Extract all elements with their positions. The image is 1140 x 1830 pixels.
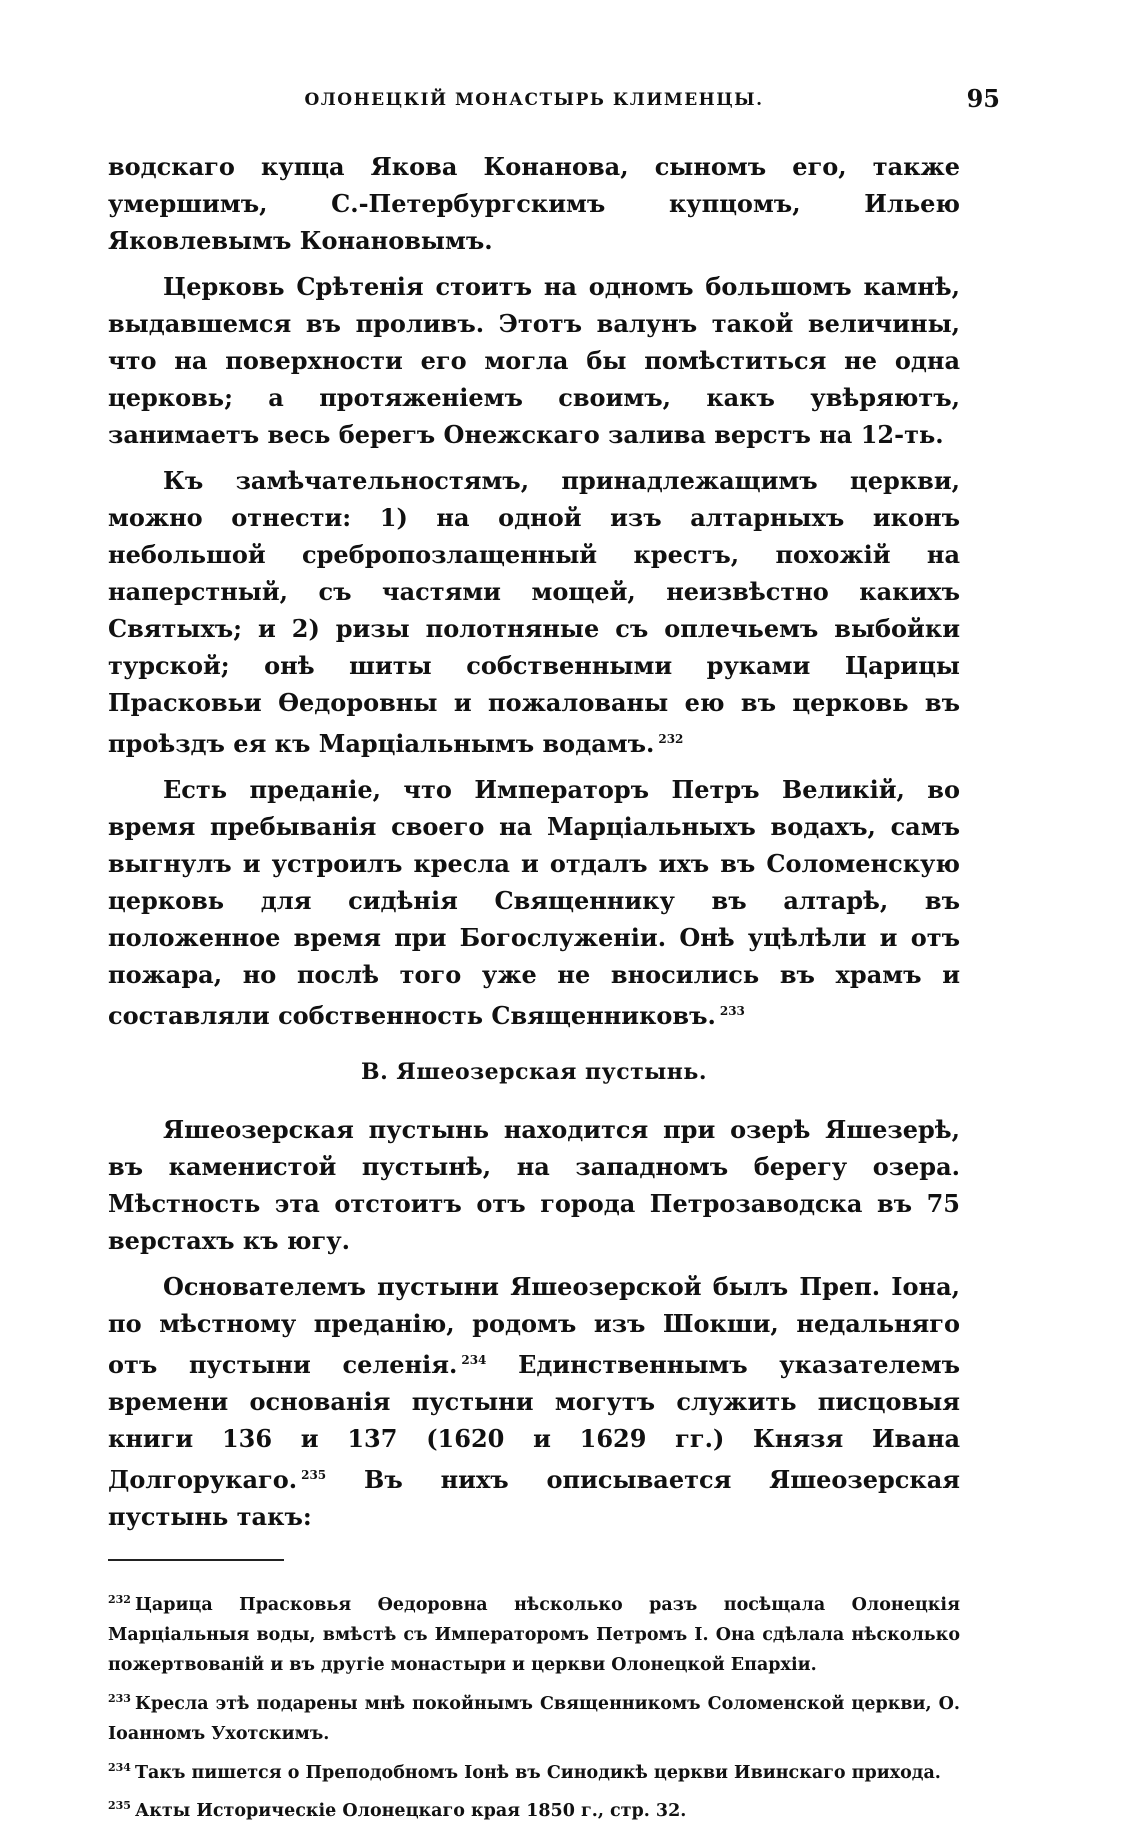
paragraph <box>108 1111 960 1259</box>
paragraph-text: водскаго купца Якова Конанова, сыномъ его, также умершимъ, С.-Петербургскимъ купцомъ, Ильею Яковлевымъ Конановымъ. <box>108 152 960 255</box>
footnote <box>108 1753 960 1788</box>
footnote-ref: 232 <box>658 732 684 746</box>
footnote-ref: 234 <box>461 1353 487 1367</box>
paragraph <box>108 462 960 762</box>
footnote <box>108 1585 960 1680</box>
footnote-ref: 233 <box>719 1004 745 1018</box>
footnote-number: 232 <box>108 1593 131 1606</box>
paragraph-text: Церковь Срѣтенія стоитъ на одномъ большомъ камнѣ, выдавшемся въ проливъ. Этотъ валунъ такой величины, что на поверхности его могла бы помѣститься не одна церковь; а протяженіемъ своимъ, какъ увѣряютъ, занимаетъ весь берегъ Онежскаго залива верстъ на 12-ть. <box>108 272 960 449</box>
footnote-rule <box>108 1559 284 1561</box>
footnote-text: Акты Историческіе Олонецкаго края 1850 г., стр. 32. <box>134 1801 687 1822</box>
paragraph <box>108 771 960 1034</box>
paragraph-text: Въ нихъ описывается Яшеозерская пустынь такъ: <box>108 1465 960 1531</box>
footnote-text: Царица Прасковья Ѳедоровна нѣсколько разъ посѣщала Олонецкія Марціальныя воды, вмѣстѣ съ Императоромъ Петромъ I. Она сдѣлала нѣсколько пожертвованій и въ другіе монастыри и церкви Олонецкой Епархіи. <box>108 1594 960 1675</box>
paragraph-text: Единственнымъ указателемъ времени основанія пустыни могутъ служить писцовыя книги 136 и 137 (1620 и 1629 гг.) Князя Ивана Долгорукаго. <box>108 1350 961 1494</box>
footnote-number: 235 <box>108 1799 131 1813</box>
paragraph-text: Есть преданіе, что Императоръ Петръ Великій, во время пребыванія своего на Марціальныхъ водахъ, самъ выгнулъ и устроилъ кресла и отдалъ ихъ въ Соломенскую церковь для сидѣнія Священнику въ алтарѣ, въ положенное время при Богослуженіи. Онѣ уцѣлѣли и отъ пожара, но послѣ того уже не вносились въ храмъ и составляли собственность Священниковъ. <box>108 775 960 1030</box>
footnote <box>108 1684 960 1749</box>
main-text <box>108 148 960 1830</box>
footnote-ref: 235 <box>301 1468 327 1482</box>
paragraph-text: Основателемъ пустыни Яшеозерской былъ Преп. Іона, по мѣстному преданію, родомъ изъ Шокши, недальняго отъ пустыни селенія. <box>108 1272 960 1379</box>
paragraph-text: Къ замѣчательностямъ, принадлежащимъ церкви, можно отнести: 1) на одной изъ алтарныхъ иконъ небольшой сребропозлащенный крестъ, похожій на наперстный, съ частями мощей, неизвѣстно какихъ Святыхъ; и 2) ризы полотняные съ оплечьемъ выбойки турской; онѣ шиты собственными руками Царицы Прасковьи Ѳедоровны и пожалованы ею въ церковь въ проѣздъ ея къ Марціальнымъ водамъ. <box>108 466 960 758</box>
footnote <box>108 1791 960 1826</box>
paragraph-text: Яшеозерская пустынь находится при озерѣ Яшезерѣ, въ каменистой пустынѣ, на западномъ берегу озера. Мѣстность эта отстоитъ отъ города Петрозаводска въ 75 верстахъ къ югу. <box>108 1115 960 1255</box>
running-head: ОЛОНЕЦКІЙ МОНАСТЫРЬ КЛИМЕНЦЫ. <box>304 90 764 110</box>
footnote-number: 234 <box>108 1760 131 1774</box>
section-title: В. Яшеозерская пустынь. <box>361 1059 707 1085</box>
page-header <box>108 84 1000 124</box>
paragraph <box>108 1268 960 1535</box>
footnote-text: Кресла этѣ подарены мнѣ покойнымъ Священникомъ Соломенской церкви, О. Іоанномъ Ухотскимъ. <box>108 1693 960 1744</box>
paragraph <box>108 268 960 453</box>
footnote-number: 233 <box>108 1691 131 1705</box>
footnotes <box>108 1585 960 1826</box>
footnote-text: Такъ пишется о Преподобномъ Іонѣ въ Синодикѣ церкви Ивинскаго прихода. <box>134 1762 941 1783</box>
paragraph <box>108 148 960 259</box>
page-number: 95 <box>966 84 1000 113</box>
